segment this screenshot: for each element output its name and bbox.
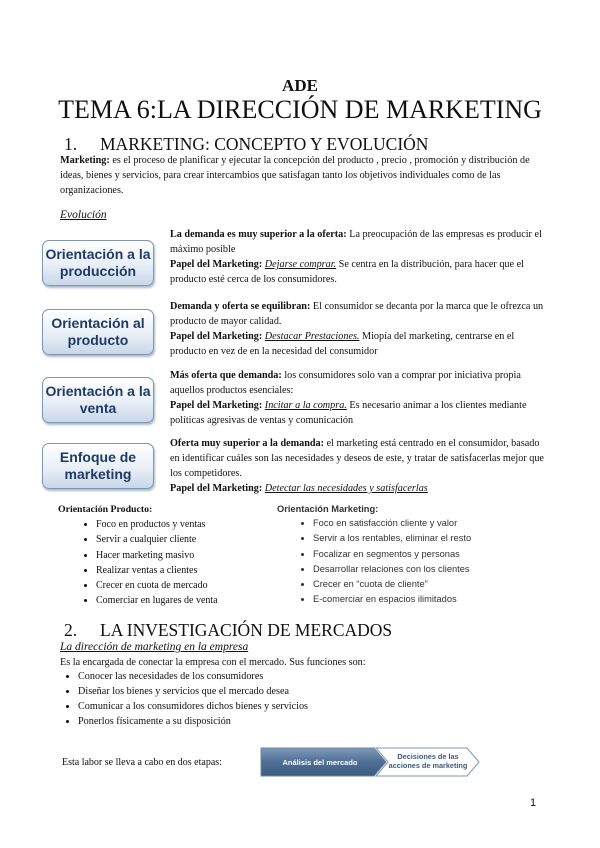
- functions-block: [60, 657, 366, 729]
- marketing-orientation-list: [277, 504, 537, 608]
- stage-lead: La demanda es muy superior a la oferta:: [170, 229, 347, 240]
- list-item: • Desarrollar relaciones con los clientes: [313, 562, 537, 577]
- role-underlined: Incitar a la compra.: [264, 400, 347, 411]
- stage-lead: Más oferta que demanda:: [170, 370, 282, 381]
- list-item: • Comunicar a los consumidores dichos bienes y servicios: [78, 699, 366, 714]
- list-item: • E-comerciar en espacios ilimitados: [313, 592, 537, 607]
- list-item: • Diseñar los bienes y servicios que el mercado desea: [78, 684, 366, 699]
- stage-lead-text: El consumidor se decanta por la marca que le ofrezca un producto de mayor calidad.: [170, 301, 544, 327]
- role-label: Papel del Marketing:: [170, 483, 263, 494]
- definition-text: es el proceso de planificar y ejecutar la concepción del producto , precio , promoción y distribución de ideas, bienes y servicios, para crear intercambios que satisfagan tanto los objetivos individuales como de las organizaciones.: [60, 155, 530, 196]
- list-item: • Servir a cualquier cliente: [96, 532, 278, 547]
- stage-text-marketing: [170, 436, 545, 496]
- functions-intro: Es la encargada de conectar la empresa con el mercado. Sus funciones son:: [60, 657, 366, 668]
- section-number: 2.: [64, 620, 78, 640]
- stage-text-production: [170, 227, 545, 287]
- list-item: • Comerciar en lugares de venta: [96, 593, 278, 608]
- process-chevron-diagram: [260, 744, 482, 780]
- stages-label: Esta labor se lleva a cabo en dos etapas:: [62, 757, 222, 768]
- stage-text-product: [170, 299, 545, 359]
- list-item: • Crecer en cuota de mercado: [96, 578, 278, 593]
- list-item: • Servir a los rentables, eliminar el resto: [313, 531, 537, 546]
- section-title: LA INVESTIGACIÓN DE MERCADOS: [100, 620, 393, 640]
- role-underlined: Detectar las necesidades y satisfacerlas: [264, 483, 428, 494]
- evolution-label: Evolución: [60, 209, 107, 221]
- list-item: • Foco en satisfacción cliente y valor: [313, 516, 537, 531]
- step-2-label: Decisiones de las acciones de marketing: [388, 752, 468, 770]
- role-text: Miopía del marketing, centrarse en el producto en vez de en la necesidad del consumidor: [170, 331, 515, 357]
- stage-lead-text: los consumidores solo van a comprar por iniciativa propia aquellos productos esenciales:: [170, 370, 521, 396]
- list-item: • Ponerlos físicamente a su disposición: [78, 714, 366, 729]
- stage-lead: Demanda y oferta se equilibran:: [170, 301, 311, 312]
- list-item: • Foco en productos y ventas: [96, 517, 278, 532]
- stage-lead: Oferta muy superior a la demanda:: [170, 438, 325, 449]
- stage-lead-text: el marketing está centrado en el consumidor, basado en identificar cuáles son las necesidades y deseos de este, y tratar de satisfacerlas mejor que los competidores.: [170, 438, 544, 479]
- stage-box-sales: Orientación a la venta: [42, 377, 154, 423]
- column-heading: Orientación Producto:: [58, 504, 153, 515]
- column-heading: Orientación Marketing:: [277, 504, 379, 514]
- list-item: • Crecer en “cuota de cliente”: [313, 577, 537, 592]
- section-number: 1.: [64, 134, 78, 154]
- list-item: • Hacer marketing masivo: [96, 548, 278, 563]
- list-item: • Realizar ventas a clientes: [96, 563, 278, 578]
- stage-box-marketing: Enfoque de marketing: [42, 443, 154, 489]
- section-title: MARKETING: CONCEPTO Y EVOLUCIÓN: [100, 134, 429, 154]
- role-text: Es necesario animar a los clientes mediante políticas agresivas de ventas y comunicación: [170, 400, 527, 426]
- stage-text-sales: [170, 368, 545, 428]
- page-title: TEMA 6:LA DIRECCIÓN DE MARKETING: [58, 95, 542, 124]
- section-2-heading: [64, 620, 392, 641]
- role-underlined: Destacar Prestaciones.: [264, 331, 360, 342]
- stage-lead-text: La preocupación de las empresas es producir el máximo posible: [170, 229, 542, 255]
- section-1-heading: [64, 134, 428, 155]
- stage-box-product: Orientación al producto: [42, 309, 154, 355]
- role-text: Se centra en la distribución, para hacer que el producto esté cerca de los consumidores.: [170, 259, 524, 285]
- stage-box-production: Orientación a la producción: [42, 240, 154, 286]
- page-number: 1: [530, 797, 537, 809]
- product-orientation-list: [58, 504, 278, 609]
- role-label: Papel del Marketing:: [170, 400, 263, 411]
- marketing-definition: [60, 153, 540, 198]
- step-2-box: [386, 749, 470, 776]
- list-item: • Conocer las necesidades de los consumidores: [78, 669, 366, 684]
- role-label: Papel del Marketing:: [170, 259, 263, 270]
- definition-term: Marketing:: [60, 155, 110, 166]
- role-label: Papel del Marketing:: [170, 331, 263, 342]
- section-2-subtitle: La dirección de marketing en la empresa: [60, 641, 249, 653]
- subject-heading: ADE: [282, 76, 318, 95]
- role-underlined: Dejarse comprar.: [264, 259, 337, 270]
- step-1-label: Análisis del mercado: [282, 758, 358, 767]
- list-item: • Focalizar en segmentos y personas: [313, 547, 537, 562]
